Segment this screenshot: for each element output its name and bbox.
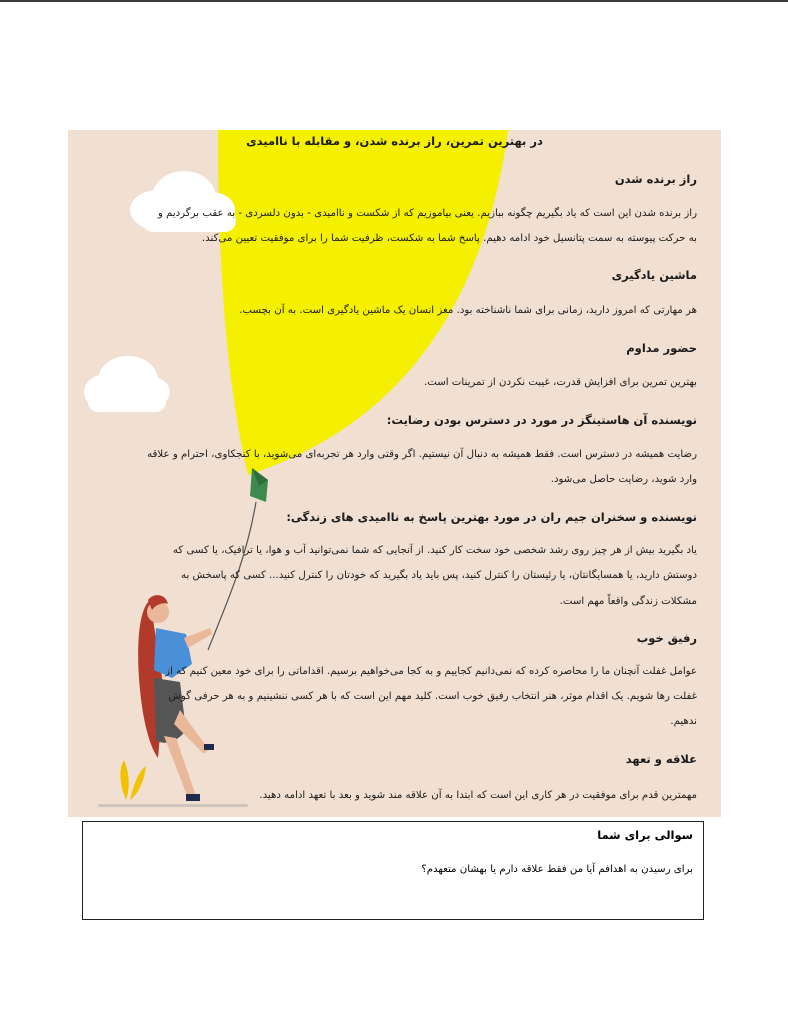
poster-text	[68, 130, 721, 817]
poster	[68, 130, 721, 817]
section-heading: ماشین یادگیری	[611, 268, 697, 282]
question-box-text: برای رسیدن به اهدافم آیا من فقط علاقه دارم یا بهشان متعهدم؟	[421, 864, 693, 875]
question-box-title: سوالی برای شما	[597, 828, 693, 842]
section-heading: نویسنده و سخنران جیم ران در مورد بهترین پاسخ به ناامیدی های زندگی:	[286, 510, 697, 524]
section-text-line: به حرکت پیوسته به سمت پتانسیل خود ادامه دهیم. پاسخ شما به شکست، ظرفیت شما را برای موفقیت تعیین می‌کند.	[201, 233, 697, 244]
poster-title: در بهترین تمرین، راز برنده شدن، و مقابله با ناامیدی	[246, 134, 543, 148]
section-text-line: ندهیم.	[670, 716, 697, 727]
section-text-line: دوستش دارید، یا همسایگانتان، یا رئیستان را کنترل کنید، پس باید یاد بگیرید که خودتان را کنترل کنید... کسی که پاسخش به	[181, 570, 697, 581]
section-text-line: یاد بگیرید بیش از هر چیز روی رشد شخصی خود سخت کار کنید. از آنجایی که شما نمی‌توانید آب و هوا، یا ترافیک، یا کسی که	[172, 545, 697, 556]
section-text-line: بهترین تمرین برای افزایش قدرت، غیبت نکردن از تمرینات است.	[423, 377, 697, 388]
section-text-line: هر مهارتی که امروز دارید، زمانی برای شما ناشناخته بود. مغز انسان یک ماشین یادگیری است. به آن بچسب.	[239, 305, 697, 316]
section-text-line: مشکلات زندگی واقعاً مهم است.	[559, 596, 697, 607]
section-text-line: مهمترین قدم برای موفقیت در هر کاری این است که ابتدا به آن علاقه مند شوید و بعد با تعهد ادامه دهید.	[259, 790, 697, 801]
section-heading: علاقه و تعهد	[625, 752, 697, 766]
section-heading: راز برنده شدن	[614, 172, 697, 186]
section-text-line: رضایت همیشه در دسترس است. فقط همیشه به دنبال آن نیستیم. اگر وقتی وارد هر تجربه‌ای می‌شوید، با کنجکاوی، احترام و علاقه	[147, 449, 697, 460]
section-text-line: وارد شوید، رضایت حاصل می‌شود.	[550, 474, 697, 485]
section-text-line: غفلت رها شویم. یک اقدام موثر، هنر انتخاب رفیق خوب است. کلید مهم این است که با هر کسی ننشینیم و به هر حرفی گوش	[168, 691, 697, 702]
section-heading: نویسنده آن هاستینگز در مورد در دسترس بودن رضایت:	[386, 413, 697, 427]
section-text-line: عوامل غفلت آنچنان ما را محاصره کرده که نمی‌دانیم کجاییم و به کجا می‌خواهیم برسیم. اقداماتی را برای خود معین کنیم که از	[165, 666, 697, 677]
section-heading: حضور مداوم	[626, 341, 697, 355]
section-text-line: راز برنده شدن این است که یاد بگیریم چگونه ببازیم. یعنی بیاموزیم که از شکست و ناامیدی - بدون دلسردی - به عقب برگردیم و	[157, 208, 697, 219]
question-box	[82, 821, 704, 920]
top-border-line	[0, 0, 788, 2]
section-heading: رفیق خوب	[636, 631, 697, 645]
